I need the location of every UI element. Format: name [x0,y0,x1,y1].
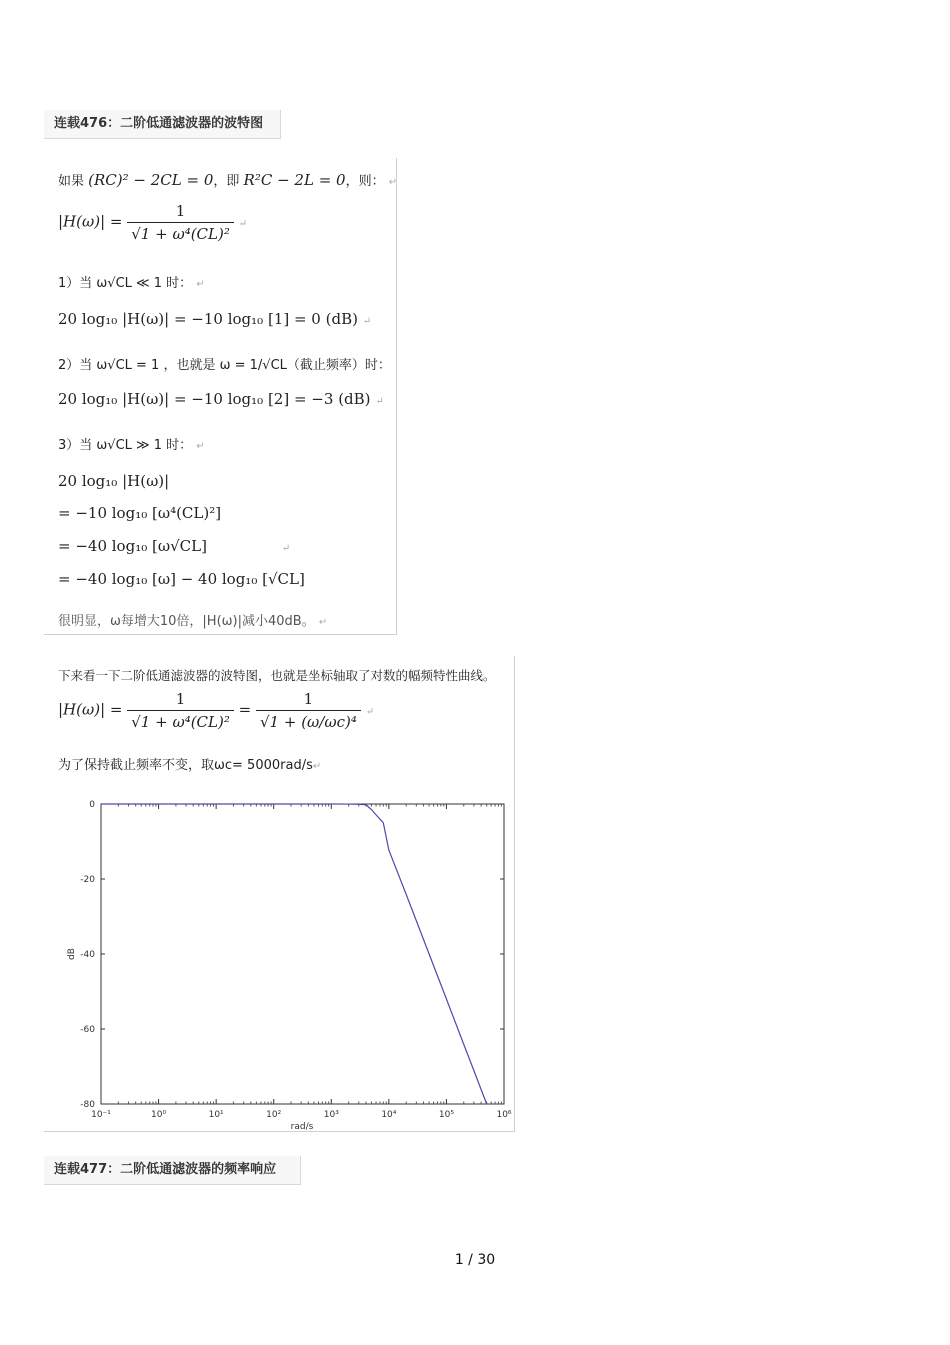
case-1-result: 20 log₁₀ |H(ω)| = −10 log₁₀ [1] = 0 (dB) ↵ [58,310,372,328]
y-tick-label: -60 [80,1025,95,1035]
bode-magnitude-chart [44,786,514,1131]
y-tick-label: -40 [80,950,95,960]
y-tick-label: -80 [80,1100,95,1110]
x-tick-label: 10⁶ [496,1110,512,1120]
x-tick-label: 10³ [323,1110,339,1120]
bode-intro-text: 下来看一下二阶低通滤波器的波特图，也就是坐标轴取了对数的幅频特性曲线。 [58,668,496,683]
magnitude-formula: |H(ω)| = $\frac{1}{\text{√1 + ω⁴(CL)²}}$ ↵ [58,202,248,243]
x-tick-label: 10⁻¹ [91,1110,111,1120]
derivation-step-3: = −40 log₁₀ [ω√CL] ↵ [58,537,291,555]
x-tick-label: 10⁴ [381,1110,397,1120]
case-1-label: 1）当 ω√CL ≪ 1 时： ↵ [58,276,205,291]
x-tick-label: 10⁵ [438,1110,454,1120]
condition-line: 如果 (RC)² − 2CL = 0，即 R²C − 2L = 0，则： ↵ [58,171,398,189]
case-2-label: 2）当 ω√CL = 1 ，也就是 ω = 1/√CL（截止频率）时： [58,358,391,373]
derivation-panel [44,158,397,635]
conclusion-text: 很明显，ω每增大10倍，|H(ω)|减小40dB。 ↵ [58,614,328,629]
case-3-label: 3）当 ω√CL ≫ 1 时： ↵ [58,438,205,453]
bode-plot-panel [44,656,515,1132]
derivation-step-1: 20 log₁₀ |H(ω)| [58,472,170,490]
page-number: 1 / 30 [454,1252,496,1268]
section-heading-477: 连载477：二阶低通滤波器的频率响应 [44,1156,301,1185]
y-tick-label: -20 [80,875,95,885]
condition-eq-2: R²C − 2L = 0 [243,171,346,189]
x-axis-label: rad/s [290,1122,314,1131]
normalized-magnitude-formula: |H(ω)| = $\frac{1}{\text{√1 + ω⁴(CL)²}}$ = $\frac{1}{\text{√1 + (ω/ωc)⁴}}$ ↵ [58,690,375,731]
section-heading-476: 连载476：二阶低通滤波器的波特图 [44,110,281,139]
cutoff-note: 为了保持截止频率不变，取ωc= 5000rad/s↵ [58,758,322,773]
x-tick-label: 10¹ [208,1110,224,1120]
condition-eq-1: (RC)² − 2CL = 0 [88,171,214,189]
derivation-step-4: = −40 log₁₀ [ω] − 40 log₁₀ [√CL] [58,570,305,588]
derivation-step-2: = −10 log₁₀ [ω⁴(CL)²] [58,504,222,522]
case-2-result: 20 log₁₀ |H(ω)| = −10 log₁₀ [2] = −3 (dB) ↵ [58,390,384,408]
x-tick-label: 10² [266,1110,282,1120]
x-tick-label: 10⁰ [151,1110,167,1120]
y-axis-label: dB [67,948,77,960]
y-tick-label: 0 [89,800,95,810]
plot-area [101,804,504,1104]
